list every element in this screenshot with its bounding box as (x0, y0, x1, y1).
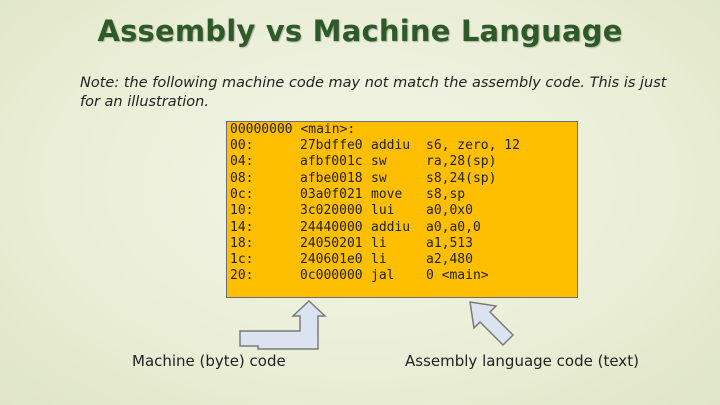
address-cell: 00: (230, 138, 254, 153)
assembly-code-arrow-icon (470, 302, 513, 345)
opcode-cell: addiu (371, 219, 411, 235)
machine-code-arrow-icon (240, 301, 325, 349)
address-cell: 1c: (230, 252, 254, 268)
opcode-cell: li (371, 252, 387, 268)
address-cell: 0c: (230, 186, 254, 202)
opcode-cell: sw (371, 170, 387, 186)
operands-cell: ra,28(sp) (426, 154, 497, 170)
operands-cell: s8,24(sp) (426, 170, 497, 186)
machine-code-cell: 03a0f021 (300, 186, 363, 202)
machine-code-cell: 24050201 (300, 235, 363, 251)
opcode-cell: jal (371, 268, 395, 284)
assembly-code-label: Assembly language code (text) (405, 352, 639, 370)
address-cell: 08: (230, 170, 254, 186)
machine-code-cell: 24440000 (300, 219, 363, 235)
machine-code-cell: afbf001c (300, 154, 363, 170)
opcode-cell: sw (371, 154, 387, 170)
address-cell: 10: (230, 203, 254, 219)
address-cell: 04: (230, 154, 254, 170)
address-cell: 20: (230, 268, 254, 284)
machine-code-cell: 27bdffe0 (300, 138, 363, 153)
operands-cell: a0,a0,0 (426, 219, 481, 235)
operands-cell: s8,sp (426, 186, 466, 202)
address-cell: 14: (230, 219, 254, 235)
operands-cell: a2,480 (426, 252, 473, 268)
machine-code-cell: 0c000000 (300, 268, 363, 284)
opcode-cell: li (371, 235, 387, 251)
address-cell: 18: (230, 235, 254, 251)
opcode-cell: move (371, 186, 403, 202)
slide-title: Assembly vs Machine Language (97, 14, 623, 48)
machine-code-label: Machine (byte) code (132, 352, 286, 370)
operands-cell: a1,513 (426, 235, 473, 251)
operands-cell: s6, zero, 12 (426, 138, 520, 153)
note-text: Note: the following machine code may not match the assembly code. This is just for an illustration. (80, 75, 667, 110)
machine-code-cell: afbe0018 (300, 170, 363, 186)
operands-cell: a0,0x0 (426, 203, 473, 219)
listing-header: 00000000 <main>: (230, 122, 356, 137)
operands-cell: 0 <main> (426, 268, 489, 284)
opcode-cell: lui (371, 203, 395, 219)
opcode-cell: addiu (371, 138, 411, 153)
machine-code-cell: 240601e0 (300, 252, 363, 268)
machine-code-cell: 3c020000 (300, 203, 363, 219)
